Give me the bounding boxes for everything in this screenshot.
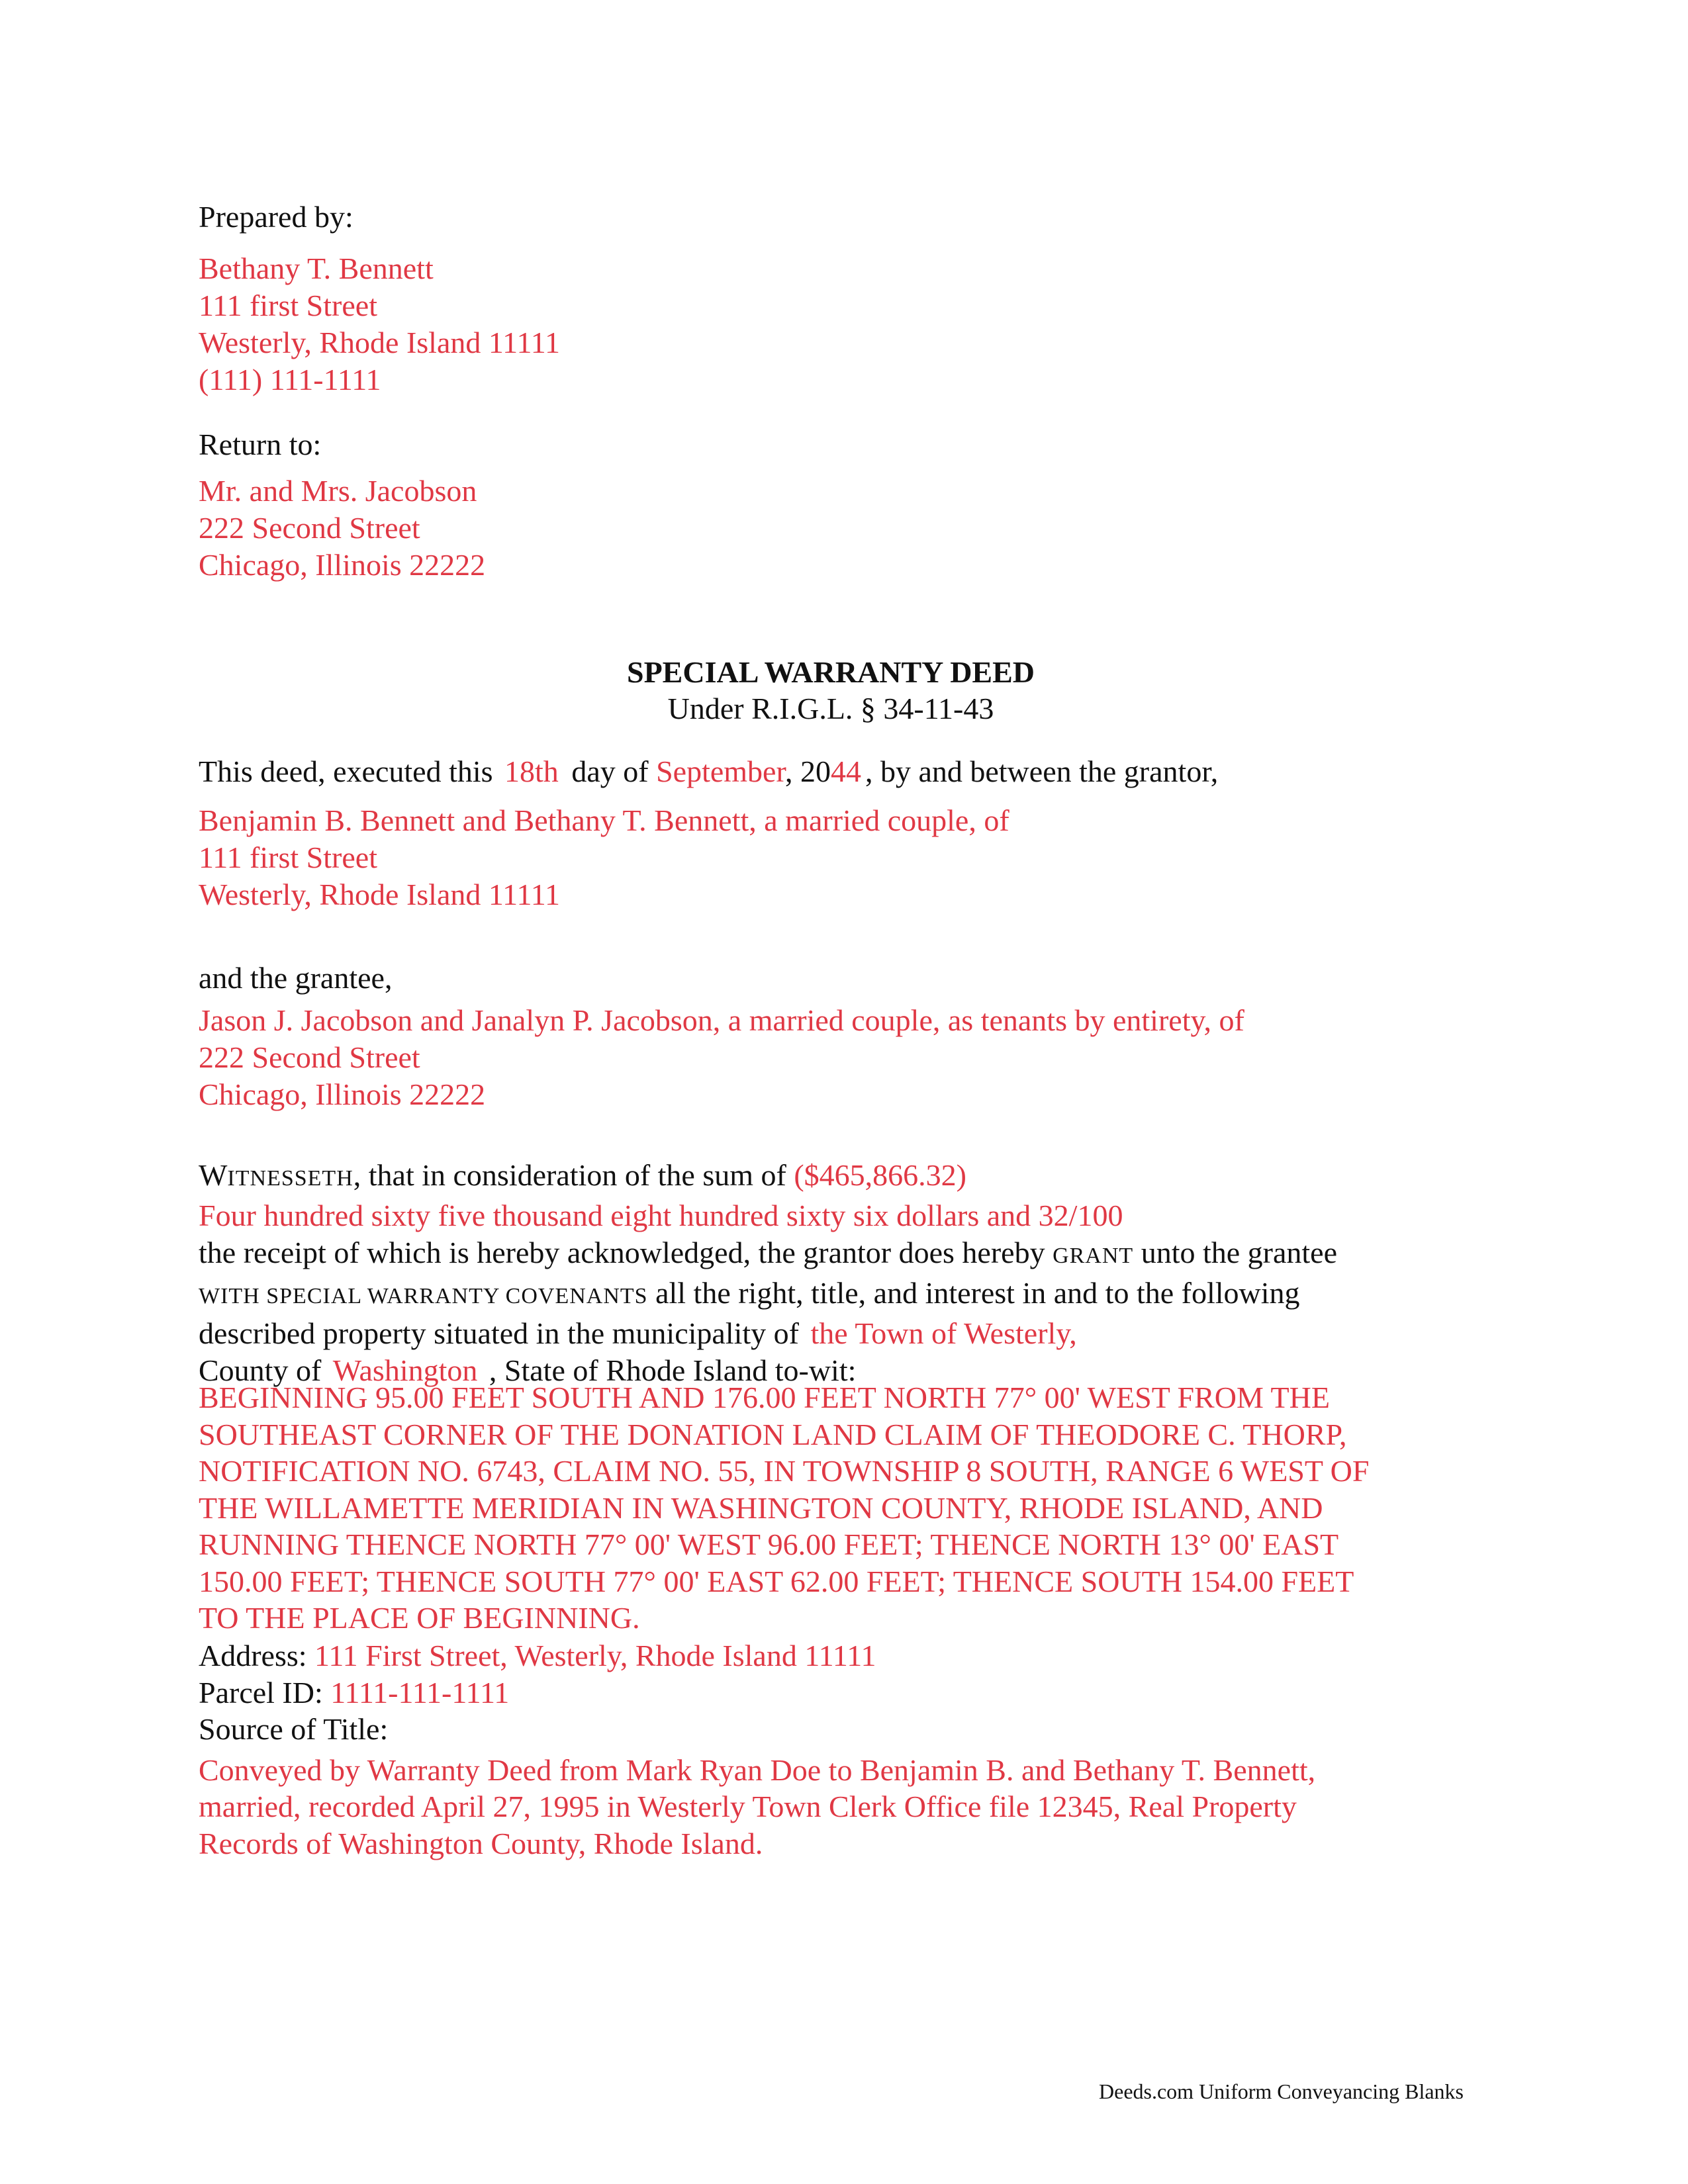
- execution-line: [199, 753, 1218, 790]
- return-name: Mr. and Mrs. Jacobson: [199, 474, 477, 508]
- municipality-line: [199, 1315, 1337, 1352]
- rights-text: all the right, title, and interest in and to the following: [655, 1276, 1300, 1310]
- property-address: 111 First Street, Westerly, Rhode Island 11111: [314, 1639, 876, 1672]
- return-to-label: Return to:: [199, 428, 322, 461]
- grantee-section: [199, 960, 1244, 1113]
- grantee-names: Jason J. Jacobson and Janalyn P. Jacobson, a married couple, as tenants by entirety, of: [199, 1003, 1244, 1037]
- county-label: County of: [199, 1353, 322, 1387]
- footer-note: Deeds.com Uniform Conveyancing Blanks: [1099, 2079, 1464, 2103]
- county-name: Washington: [332, 1353, 478, 1387]
- grantee-city: Chicago, Illinois 22222: [199, 1077, 486, 1111]
- legal-description: [199, 1379, 1369, 1637]
- parcel-label: Parcel ID:: [199, 1675, 323, 1709]
- municipality: the Town of Westerly,: [810, 1316, 1077, 1350]
- execution-day-of: day of: [571, 754, 649, 788]
- property-details: [199, 1637, 1315, 1862]
- source-line: married, recorded April 27, 1995 in Westerly Town Clerk Office file 12345, Real Property: [199, 1790, 1297, 1823]
- preparer-phone: (111) 111-1111: [199, 363, 381, 396]
- legal-line: RUNNING THENCE NORTH 77° 00' WEST 96.00 FEET; THENCE NORTH 13° 00' EAST: [199, 1527, 1339, 1561]
- execution-month: September: [656, 754, 785, 788]
- execution-year-prefix: , 20: [784, 754, 831, 788]
- legal-line: SOUTHEAST CORNER OF THE DONATION LAND CLAIM OF THEODORE C. THORP,: [199, 1417, 1347, 1451]
- consideration-amount: ($465,866.32): [794, 1158, 966, 1192]
- receipt-text: the receipt of which is hereby acknowledged, the grantor does hereby: [199, 1236, 1045, 1269]
- address-label: Address:: [199, 1639, 307, 1672]
- preparer-street: 111 first Street: [199, 289, 377, 322]
- source-line: Conveyed by Warranty Deed from Mark Ryan Doe to Benjamin B. and Bethany T. Bennett,: [199, 1752, 1316, 1787]
- legal-line: THE WILLAMETTE MERIDIAN IN WASHINGTON COUNTY, RHODE ISLAND, AND: [199, 1490, 1323, 1525]
- witnesseth-section: [199, 1157, 1337, 1389]
- legal-line: 150.00 FEET; THENCE SOUTH 77° 00' EAST 62.00 FEET; THENCE SOUTH 154.00 FEET: [199, 1564, 1354, 1598]
- return-to-section: [199, 426, 485, 584]
- described-text: described property situated in the municipality of: [199, 1316, 799, 1350]
- return-street: 222 Second Street: [199, 511, 420, 545]
- unto-text: unto the grantee: [1141, 1236, 1338, 1269]
- deed-title: SPECIAL WARRANTY DEED: [626, 655, 1035, 689]
- grant-word: GRANT: [1053, 1244, 1134, 1268]
- witnesseth-small: ITNESSETH: [227, 1166, 353, 1191]
- prepared-by-label: Prepared by:: [199, 200, 353, 234]
- witnesseth-cap: W: [199, 1158, 228, 1192]
- execution-year-suffix: 44: [830, 754, 861, 788]
- parcel-id: 1111-111-1111: [330, 1675, 510, 1709]
- legal-line: TO THE PLACE OF BEGINNING.: [199, 1601, 640, 1635]
- address-line: [199, 1637, 1315, 1674]
- source-line: Records of Washington County, Rhode Island.: [199, 1826, 763, 1860]
- prepared-by-section: [199, 199, 560, 398]
- return-city: Chicago, Illinois 22222: [199, 548, 486, 582]
- witnesseth-line: [199, 1157, 1337, 1197]
- covenants-line: [199, 1275, 1337, 1315]
- execution-prefix: This deed, executed this: [199, 754, 493, 788]
- grantor-section: [199, 802, 1009, 913]
- deed-subtitle: Under R.I.G.L. § 34-11-43: [667, 692, 994, 725]
- grantor-street: 111 first Street: [199, 841, 377, 874]
- grantee-street: 222 Second Street: [199, 1040, 420, 1074]
- legal-line: NOTIFICATION NO. 6743, CLAIM NO. 55, IN TOWNSHIP 8 SOUTH, RANGE 6 WEST OF: [199, 1454, 1370, 1488]
- grantee-label: and the grantee,: [199, 961, 393, 995]
- preparer-name: Bethany T. Bennett: [199, 251, 434, 285]
- grantor-city: Westerly, Rhode Island 11111: [199, 878, 561, 911]
- state-text: , State of Rhode Island to-wit:: [489, 1353, 857, 1387]
- preparer-city: Westerly, Rhode Island 11111: [199, 326, 561, 359]
- source-label: Source of Title:: [199, 1712, 389, 1746]
- amount-words: Four hundred sixty five thousand eight hundred sixty six dollars and 32/100: [199, 1199, 1123, 1232]
- receipt-line: [199, 1234, 1337, 1275]
- parcel-line: [199, 1674, 1315, 1711]
- grantor-names: Benjamin B. Bennett and Bethany T. Bennett, a married couple, of: [199, 803, 1009, 837]
- covenants-text: WITH SPECIAL WARRANTY COVENANTS: [199, 1284, 648, 1308]
- witnesseth-lead: , that in consideration of the sum of: [353, 1158, 786, 1192]
- execution-day: 18th: [504, 754, 559, 788]
- execution-suffix: , by and between the grantor,: [865, 754, 1219, 788]
- legal-line: BEGINNING 95.00 FEET SOUTH AND 176.00 FEET NORTH 77° 00' WEST FROM THE: [199, 1381, 1330, 1414]
